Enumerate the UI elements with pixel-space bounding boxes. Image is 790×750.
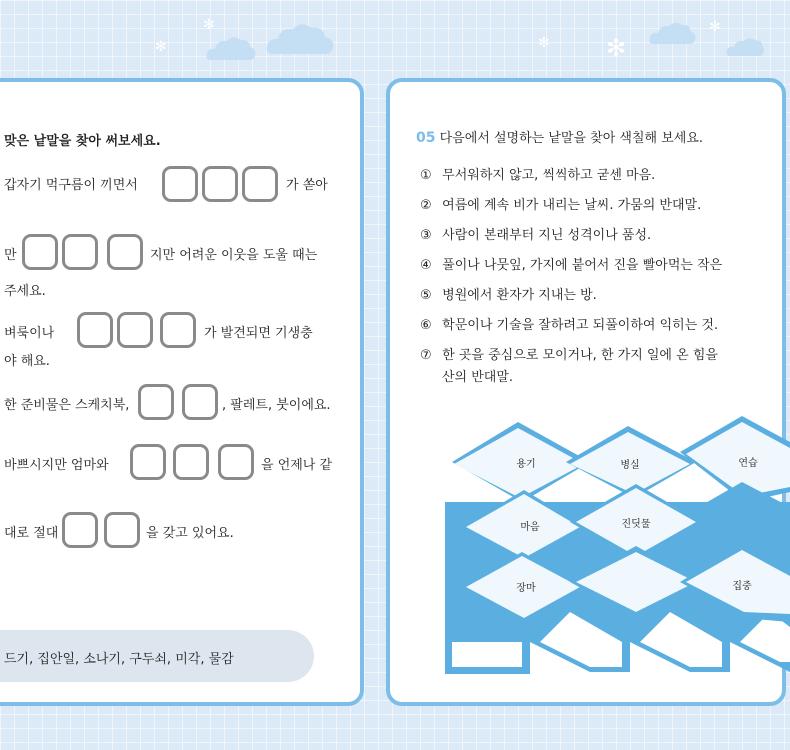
- answer-box[interactable]: [173, 444, 209, 480]
- item-text: 무서워하지 않고, 씩씩하고 굳센 마음.: [442, 168, 656, 183]
- list-item-continuation: 산의 반대말.: [442, 370, 514, 385]
- answer-box[interactable]: [62, 234, 98, 270]
- sparkle-icon: ✻: [203, 17, 215, 33]
- sentence-part: 야 해요.: [4, 354, 50, 369]
- answer-box[interactable]: [182, 384, 218, 420]
- sentence-part: 바쁘시지만 엄마와: [4, 458, 109, 473]
- brick-label[interactable]: 장마: [516, 583, 536, 594]
- item-text: 사람이 본래부터 지닌 성격이나 품성.: [442, 228, 652, 243]
- sentence-part: 을 언제나 같: [261, 458, 333, 473]
- brick-label[interactable]: 용기: [516, 459, 536, 470]
- sentence-part: 을 갖고 있어요.: [146, 526, 234, 541]
- brick-label[interactable]: 연습: [738, 458, 758, 469]
- brick-label[interactable]: 병실: [620, 460, 640, 471]
- item-number: ⑥: [420, 318, 432, 333]
- sentence-part: 가 발견되면 기생충: [204, 326, 313, 341]
- left-exercise-panel: [0, 78, 364, 706]
- sentence-part: 벼룩이나: [4, 326, 55, 341]
- item-number: ④: [420, 258, 432, 273]
- item-text: 한 곳을 중심으로 모이거나, 한 가지 일에 온 힘을: [442, 348, 718, 363]
- sentence-part: 대로 절대: [4, 526, 59, 541]
- sparkle-icon: ✻: [709, 19, 721, 35]
- brick-face: [452, 642, 522, 667]
- answer-box[interactable]: [242, 166, 278, 202]
- answer-box[interactable]: [117, 312, 153, 348]
- item-text: 학문이나 기술을 잘하려고 되풀이하여 익히는 것.: [442, 318, 719, 333]
- answer-box[interactable]: [22, 234, 58, 270]
- question-number: 05: [416, 130, 436, 146]
- sentence-part: 갑자기 먹구름이 끼면서: [4, 178, 138, 193]
- sparkle-icon: ✻: [606, 34, 627, 62]
- sentence-part: 가 쏟아: [286, 178, 328, 193]
- brick-label[interactable]: 진딧물: [621, 519, 651, 530]
- item-number: ①: [420, 168, 432, 183]
- answer-box[interactable]: [218, 444, 254, 480]
- answer-box[interactable]: [77, 312, 113, 348]
- instruction: 맞은 낱말을 찾아 써보세요.: [4, 134, 161, 149]
- question-instruction: 다음에서 설명하는 낱말을 찾아 색칠해 보세요.: [439, 131, 704, 146]
- cloud-icon: [265, 20, 335, 56]
- answer-box[interactable]: [107, 234, 143, 270]
- item-text: 병원에서 환자가 지내는 방.: [442, 288, 597, 303]
- cloud-icon: [648, 20, 696, 46]
- brick-label[interactable]: 마음: [520, 522, 540, 533]
- sparkle-icon: ✻: [155, 39, 167, 55]
- brick-label[interactable]: 집중: [732, 581, 752, 592]
- brick-puzzle: [390, 82, 790, 710]
- sentence-part: , 팔레트, 붓이에요.: [222, 398, 331, 413]
- item-number: ⑦: [420, 348, 432, 363]
- answer-box[interactable]: [162, 166, 198, 202]
- item-number: ③: [420, 228, 432, 243]
- word-bank: [0, 630, 314, 682]
- sentence-part: 지만 어려운 이웃을 도울 때는: [150, 248, 318, 263]
- answer-box[interactable]: [160, 312, 196, 348]
- answer-box[interactable]: [202, 166, 238, 202]
- item-text: 풀이나 나뭇잎, 가지에 붙어서 진을 빨아먹는 작은: [442, 258, 723, 273]
- cloud-icon: [205, 34, 257, 62]
- sentence-part: 만: [4, 248, 17, 263]
- right-exercise-panel: [386, 78, 786, 706]
- sparkle-icon: ✻: [538, 35, 550, 51]
- answer-box[interactable]: [130, 444, 166, 480]
- item-number: ⑤: [420, 288, 432, 303]
- item-number: ②: [420, 198, 432, 213]
- answer-box[interactable]: [104, 512, 140, 548]
- word-bank-text: 드기, 집안일, 소나기, 구두쇠, 미각, 물감: [4, 652, 234, 667]
- item-text: 여름에 계속 비가 내리는 날씨. 가뭄의 반대말.: [442, 198, 702, 213]
- sentence-part: 한 준비물은 스케치북,: [4, 398, 130, 413]
- answer-box[interactable]: [138, 384, 174, 420]
- cloud-icon: [725, 36, 765, 58]
- answer-box[interactable]: [62, 512, 98, 548]
- sentence-part: 주세요.: [4, 284, 46, 299]
